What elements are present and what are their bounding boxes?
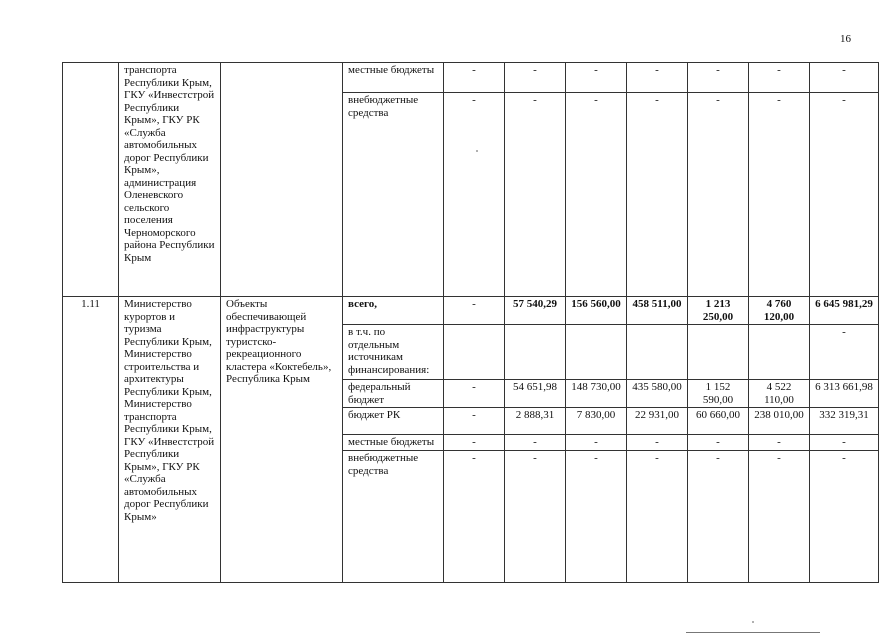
value-cell: -: [810, 435, 879, 451]
funding-source: бюджет РК: [343, 408, 444, 435]
value-cell: 1 152 590,00: [688, 380, 749, 408]
value-cell: 2 888,31: [505, 408, 566, 435]
signature-line: [686, 632, 820, 633]
page-number: 16: [840, 33, 851, 45]
value-cell: -: [688, 93, 749, 297]
value-cell: -: [749, 435, 810, 451]
budget-table: [62, 62, 879, 583]
value-cell: [566, 325, 627, 380]
table-row: [63, 297, 879, 325]
value-cell: -: [444, 63, 505, 93]
value-cell: 22 931,00: [627, 408, 688, 435]
item-number-cell: 1.11: [63, 297, 119, 583]
value-cell: [444, 325, 505, 380]
value-cell: -: [810, 93, 879, 297]
funding-source: всего,: [343, 297, 444, 325]
funding-source: внебюджетные средства: [343, 451, 444, 583]
value-cell: -: [749, 451, 810, 583]
table-row: [63, 63, 879, 93]
value-cell: -: [566, 93, 627, 297]
scan-speck: [752, 621, 754, 623]
value-cell: -: [810, 325, 879, 380]
value-cell: -: [749, 93, 810, 297]
object-cell: Объекты обеспечивающей инфраструктуры туристско-рекреационного кластера «Коктебель», Республика Крым: [221, 297, 343, 583]
value-cell: 332 319,31: [810, 408, 879, 435]
value-cell: -: [505, 93, 566, 297]
value-cell: -: [444, 297, 505, 325]
value-cell: -: [566, 63, 627, 93]
value-cell: -: [810, 63, 879, 93]
funding-source: местные бюджеты: [343, 435, 444, 451]
value-cell: -: [505, 63, 566, 93]
object-cell: [221, 63, 343, 297]
value-cell: -: [505, 451, 566, 583]
value-cell: -: [688, 435, 749, 451]
value-cell: 4 760 120,00: [749, 297, 810, 325]
value-cell: -: [627, 93, 688, 297]
value-cell: -: [688, 63, 749, 93]
value-cell: 6 313 661,98: [810, 380, 879, 408]
value-cell: -: [566, 435, 627, 451]
value-cell: 4 522 110,00: [749, 380, 810, 408]
funding-source: федеральный бюджет: [343, 380, 444, 408]
executor-cell: Министерство курортов и туризма Республики Крым, Министерство строительства и архитектуры Республики Крым, Министерство транспорта Республики Крым, ГКУ «Инвестстрой Республики Крым», ГКУ РК «Служба автомобильных дорог Республики Крым»: [119, 297, 221, 583]
value-cell: 7 830,00: [566, 408, 627, 435]
value-cell: -: [749, 63, 810, 93]
value-cell: -: [627, 435, 688, 451]
value-cell: 57 540,29: [505, 297, 566, 325]
value-cell: 54 651,98: [505, 380, 566, 408]
funding-source: внебюджетные средства: [343, 93, 444, 297]
value-cell: [505, 325, 566, 380]
value-cell: 238 010,00: [749, 408, 810, 435]
value-cell: 458 511,00: [627, 297, 688, 325]
value-cell: [627, 325, 688, 380]
value-cell: -: [627, 451, 688, 583]
executor-cell: транспорта Республики Крым, ГКУ «Инвестстрой Республики Крым», ГКУ РК «Служба автомобильных дорог Республики Крым», администрация Оленевского сельского поселения Черноморского района Республики Крым: [119, 63, 221, 297]
value-cell: -: [444, 451, 505, 583]
value-cell: [688, 325, 749, 380]
value-cell: -: [444, 435, 505, 451]
value-cell: -: [505, 435, 566, 451]
value-cell: 435 580,00: [627, 380, 688, 408]
value-cell: [749, 325, 810, 380]
value-cell: 6 645 981,29: [810, 297, 879, 325]
value-cell: 148 730,00: [566, 380, 627, 408]
value-cell: -: [566, 451, 627, 583]
value-cell: -: [627, 63, 688, 93]
value-cell: 156 560,00: [566, 297, 627, 325]
value-cell: 1 213 250,00: [688, 297, 749, 325]
funding-source: местные бюджеты: [343, 63, 444, 93]
value-cell: -: [688, 451, 749, 583]
value-cell: 60 660,00: [688, 408, 749, 435]
value-cell: -: [444, 380, 505, 408]
scan-speck: [476, 150, 478, 152]
value-cell: -: [444, 93, 505, 297]
item-number-cell: [63, 63, 119, 297]
funding-source: в т.ч. по отдельным источникам финансирования:: [343, 325, 444, 380]
value-cell: -: [444, 408, 505, 435]
value-cell: -: [810, 451, 879, 583]
